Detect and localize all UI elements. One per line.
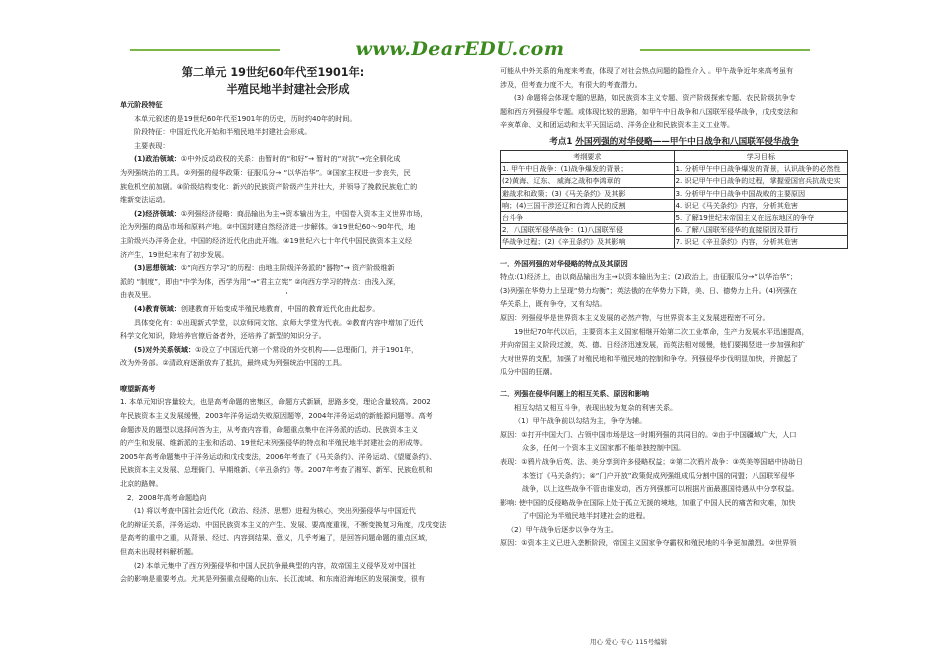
paragraph-line: 并向帝国主义阶段过渡，英、德、日经济迅速发展，而英法相对缓慢，他们要揭竖进一步加强和扩	[500, 340, 806, 350]
paragraph-line: 北京的路牌。	[120, 479, 163, 489]
paragraph-line: 维新变法运动。	[120, 195, 170, 205]
intro-line: 主要表现：	[134, 140, 170, 150]
table-cell: 3. 分析甲午中日战争中国战败的主要原因	[674, 187, 848, 199]
table-cell: 台斗争	[501, 211, 675, 223]
table-header-cell: 学习目标	[674, 150, 848, 162]
paragraph-line: 原因：列强侵华是世界资本主义发展的必然产物，与世界资本主义发展进程密不可分。	[500, 312, 770, 322]
paragraph-line: 是高考的重中之重，从背景、经过、内容到结果、意义，几乎考遍了，是回答问题命题的重点区域，	[120, 533, 433, 543]
unit-heading: 单元阶段特征	[120, 100, 163, 109]
table-cell: 1. 分析甲午中日战争爆发的背景，认识战争的必然性	[674, 163, 848, 175]
topic-title: 外国列强的对华侵略——甲午中日战争和八国联军侵华战争	[575, 136, 799, 147]
table-row	[501, 224, 848, 236]
table-header-row	[501, 150, 848, 162]
exam-outlook-heading: 嘹望新高考	[120, 383, 156, 393]
table-row	[501, 187, 848, 199]
paragraph-line: 表现：①鸦片战争后英、法、美分享到许多侵略权益；②第二次鸦片战争：③英美等国暗中协助日	[500, 456, 803, 466]
stray-mark: ‘	[285, 290, 288, 300]
table-cell: 2. 识记甲午中日战争的过程，掌握爱国官兵抗战史实	[674, 175, 848, 187]
paragraph-line: 民族资本主义发展、总理衙门、早期维新、《辛丑条约》等。2007年考查了湘军、新军、民族危机和	[120, 465, 433, 475]
paragraph-line: 1. 本单元知识容量较大，也是高考命题的密集区，命题方式新颖，思路多变，理论含量较高。2002	[120, 397, 431, 407]
paragraph-line: 涉及，但考查力度不大，有很大的考查潜力。	[500, 79, 642, 89]
paragraph-line: 由表及里。 ‘	[120, 290, 288, 300]
paragraph-line: 主阶级兴办洋务企业，中国的经济近代化由此开端。④19世纪六七十年代中国民族资本主义经	[120, 235, 413, 245]
table-row	[501, 163, 848, 175]
paragraph-line: 战争，以上这些战争不管由谁发动，西方列强都可以根据片面最惠国待遇从中分享权益。	[522, 484, 799, 494]
paragraph-line: 相互勾结又相互斗争，表现出较为复杂的利害关系。	[514, 402, 678, 412]
paragraph-line: (1) 将以考查中国社会近代化（政治、经济、思想）进程为核心，突出列强侵华与中国近代	[134, 506, 416, 516]
banner-rule-right	[640, 49, 810, 51]
paragraph-line: （2）甲午战争后逐步以争夺为主。	[507, 524, 618, 534]
paragraph-line: 瓜分中国的狂潮。	[500, 367, 557, 377]
paragraph-line: 原因：①资本主义已进入垄断阶段，帝国主义国家争夺霸权和殖民地的斗争更加激烈。②世界领	[500, 538, 797, 548]
syllabus-table	[500, 150, 848, 249]
table-row	[501, 211, 848, 223]
paragraph-line: 影响: 使中国的反侵略战争在国际上处于孤立无援的境地，加重了中国人民的痛苦和灾难，加快	[500, 497, 796, 507]
topic-heading	[500, 135, 848, 149]
paragraph-line: 具体变化有：①出现新式学堂，以京师同文馆、京师大学堂为代表。②教育内容中增加了近代	[134, 317, 424, 327]
banner-rule-left	[130, 49, 280, 51]
paragraph-line: 济产生，19世纪末有了初步发展。	[120, 249, 229, 259]
paragraph-line: (2) 本单元集中了西方列强侵华和中国人民抗争最典型的内容，故帝国主义侵华及对中国社	[134, 560, 416, 570]
table-cell: 7. 识记《辛丑条约》内容，分析其危害	[674, 236, 848, 248]
site-banner	[280, 38, 640, 60]
paragraph-line: 科学文化知识，除培养官僚后备者外，还培养了新型的知识分子。	[120, 331, 326, 341]
paragraph-line: 原因：①打开中国大门、占领中国市场是这一时期列强的共同目的。②由于中国疆域广大，人口	[500, 429, 797, 439]
table-cell: 4. 识记《马关条约》内容，分析其危害	[674, 199, 848, 211]
paragraph-line: 了中国沦为半殖民地半封建社会的进程。	[522, 511, 650, 521]
table-row	[501, 175, 848, 187]
foreign-relations-heading: (5)对外关系领域：	[134, 344, 196, 354]
paragraph-line: 年民族资本主义发展缓慢，2003年洋务运动失败原因题等，2004年洋务运动的新能源问题等。高考	[120, 411, 433, 421]
table-header-cell: 考纲要求	[501, 150, 675, 162]
table-cell: 2．八国联军侵华战争：(1)八国联军侵	[501, 224, 675, 236]
intro-line: 阶段特征：中国近代化开始和半殖民地半封建社会形成。	[134, 127, 312, 137]
paragraph-line: 会的影响是重要考点。尤其是列强重点侵略的山东、长江流域、和东南沿海地区的发展演变，很有	[120, 574, 426, 584]
table-row	[501, 199, 848, 211]
paragraph-line: (5)对外关系领域：①设立了中国近代第一个常设的外交机构——总理衙门，并于1901年，	[134, 344, 419, 354]
table-cell: 6. 了解八国联军侵华的直接原因及罪行	[674, 224, 848, 236]
paragraph-line: 辛亥革命、义和团运动和太平天国运动、洋务企业和民族资本主义工业等。	[500, 120, 735, 130]
paragraph-line: 沦为列强的商品市场和原料产地。②中国封建自然经济进一步解体。③19世纪60～90年代，地	[120, 222, 416, 232]
paragraph-line: (3) 命题将会体现专题的思路，如民族资本主义专题、资产阶级探索专题、农民阶级抗争专	[514, 93, 796, 103]
paragraph-line: 派的 “制度”，即由“中学为体，西学为用”→“君主立宪” ②向西方学习的特点：由浅入深，	[120, 276, 401, 286]
paragraph-line: 19世纪70年代以后，主要资本主义国家相继开始第二次工业革命，生产力发展水平迅速提高，	[514, 326, 809, 336]
table-cell: 响；(4)三国干涉还辽和台湾人民的反割	[501, 199, 675, 211]
paragraph-line: (4)教育领域：创建教育开始变成半殖民地教育，中国的教育近代化由此起步。	[134, 303, 380, 313]
thought-heading: (3)思想领域：	[134, 263, 181, 273]
table-cell: 1. 甲午中日战争：(1)战争爆发的背景；	[501, 163, 675, 175]
section1-heading: 一．外国列强的对华侵略的特点及其原因	[500, 258, 628, 268]
doc-title-line2: 半殖民地半封建社会形成	[226, 83, 350, 96]
site-watermark: www.DearEDU.com	[355, 38, 565, 60]
right-column	[500, 64, 848, 550]
paragraph-line: 改为外务部。②清政府逐渐放弃了抵抗，最终成为列强统治中国的工具。	[120, 358, 347, 368]
paragraph-line: 的产生和发展、维新派的主张和活动、19世纪末列强侵华的特点和半殖民地半封建社会的形成等。	[120, 438, 427, 448]
topic-number: 考点1	[549, 136, 576, 147]
paragraph-line: 族危机空前加剧。④阶级结构变化：新兴的民族资产阶级产生并壮大，并领导了挽救民族危亡的	[120, 181, 418, 191]
paragraph-line: (2)经济领域：①列强经济侵略：商品输出为主→资本输出为主，中国卷入资本主义世界市场，	[134, 208, 428, 218]
paragraph-line: 本签订《马关条约》；④“门户开放”政策促成列强组成瓜分割中国的同盟；八国联军侵华	[522, 470, 795, 480]
paragraph-line: (3)思想领域：①“向西方学习”的历程：由地主阶级洋务派的“器物”→ 资产阶级维新	[134, 263, 395, 273]
paragraph-line: 众多，任何一个资本主义国家都不能单独控制中国。	[522, 443, 686, 453]
paragraph-line: (1)政治领域：①中外反动政权的关系：由暂时的“和好”→ 暂时的“对抗”→完全驯化成	[134, 154, 401, 164]
paragraph-line: 华关系上，既有争夺，又有勾结。	[500, 299, 607, 309]
table-cell: 华战争过程；(2)《辛丑条约》及其影响	[501, 236, 675, 248]
page-footer: 用心 爱心 专心 115号编辑	[590, 638, 668, 646]
paragraph-line: 为列强统治的工具。②列强的侵华政策：征服瓜分→ “以华治华”。③国家主权进一步丧失，民	[120, 167, 411, 177]
paragraph-line: 但高未出现材料解析题。	[120, 547, 199, 556]
paragraph-line: 2．2008年高考命题趋向	[127, 492, 207, 502]
paragraph-line: 可能从中外关系的角度来考查，体现了对社会热点问题的隐性介入 。甲午战争近年来高考虽有	[500, 66, 794, 75]
politics-heading: (1)政治领域：	[134, 154, 181, 164]
paragraph-line: 题和西方列强侵华专题。或体现比较的思路，如甲午中日战争和八国联军侵华战争，戊戌变法和	[500, 106, 798, 116]
table-row	[501, 236, 848, 248]
paragraph-line: 化的辩证关系，洋务运动、中国民族资本主义的产生、发展、要高度重视，不断变换复习角度，戊戌变法	[120, 519, 447, 529]
doc-title-line1: 第二单元 19世纪60年代至1901年:	[181, 66, 365, 79]
paragraph-line: 2005年高考命题集中于洋务运动和戊戌变法，2006年考查了《马关条约》、洋务运动、《望厦条约》、	[120, 451, 437, 461]
table-cell: 5. 了解19世纪末帝国主义在远东地区的争夺	[674, 211, 848, 223]
table-cell: 避战求和政策；(3)《马关条约》及其影	[501, 187, 675, 199]
section2-heading: 二．列强在侵华问题上的相互关系、原因和影响	[500, 388, 649, 398]
table-cell: (2)黄海、辽东、 威海之战和李鸿章的	[501, 175, 675, 187]
economy-heading: (2)经济领域：	[134, 208, 181, 218]
paragraph-line: （1）甲午战争前以勾结为主，争夺为辅。	[514, 416, 647, 426]
paragraph-line: 命题涉及的题型以选择问答为主，从考查内容看，命题重点集中在洋务派的活动、民族资本主义	[120, 424, 418, 434]
left-column	[120, 64, 456, 586]
paragraph-line: (3)列强在华势力上呈现“势力均衡”；英法俄的在华势力下降，美、日、德势力上升。(4)列强在	[500, 285, 798, 295]
paragraph-line: 特点:(1)经济上，由以商品输出为主→以资本输出为主；(2)政治上，由征服瓜分→“以华治华”；	[500, 272, 798, 282]
education-heading: (4)教育领域：	[134, 303, 181, 313]
paragraph-line: 大对世界的支配，加强了对殖民地和半殖民地的控制和争夺。列强侵华步伐明显加快，并掀起了	[500, 353, 798, 363]
intro-line: 本单元叙述的是19世纪60年代至1901年的历史，历时约40年的时间。	[134, 113, 357, 123]
